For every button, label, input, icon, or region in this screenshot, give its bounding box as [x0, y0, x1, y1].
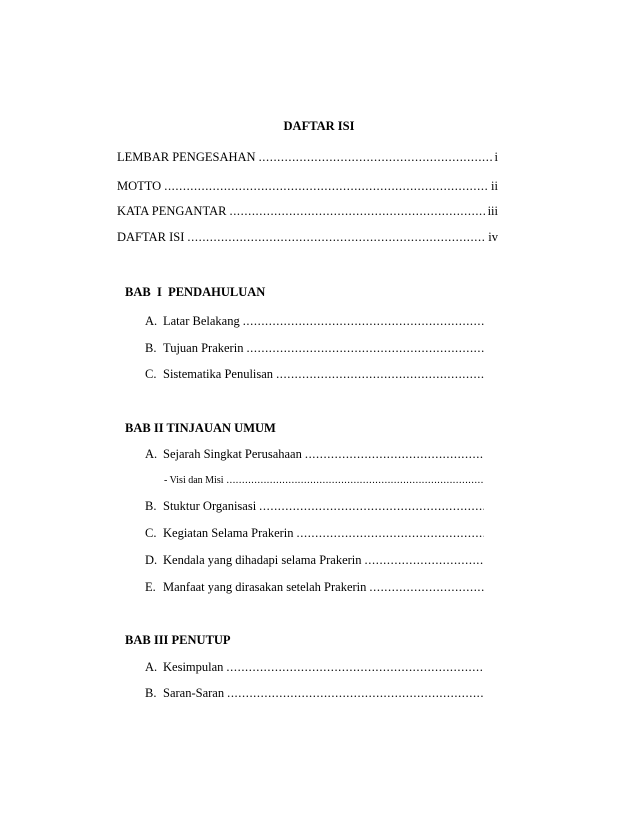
dot-leader	[246, 340, 484, 356]
document-title: DAFTAR ISI	[283, 119, 355, 133]
item-letter: B.	[145, 499, 157, 513]
toc-entry-sejarah-singkat	[145, 446, 487, 462]
dot-leader	[164, 178, 488, 194]
dot-leader	[187, 229, 485, 245]
chapter-heading-bab-1: BAB I PENDAHULUAN	[125, 285, 266, 299]
dot-leader	[259, 498, 484, 514]
toc-entry-motto	[117, 178, 498, 194]
dot-leader	[305, 446, 484, 462]
dot-leader	[365, 552, 484, 568]
toc-entry-label: - Visi dan Misi	[164, 475, 224, 486]
item-letter: D.	[145, 553, 158, 567]
item-letter: C.	[145, 367, 157, 381]
dot-leader	[259, 149, 492, 165]
dot-leader	[227, 473, 485, 489]
item-letter: A.	[145, 447, 158, 461]
toc-entry-label: Stuktur Organisasi	[163, 499, 257, 513]
toc-entry-label: Latar Belakang	[163, 314, 240, 328]
dot-leader	[243, 313, 484, 329]
dot-leader	[229, 203, 484, 219]
dot-leader	[276, 366, 484, 382]
toc-entry-label: Sejarah Singkat Perusahaan	[163, 447, 302, 461]
toc-entry-lembar-pengesahan	[117, 149, 498, 165]
dot-leader	[369, 579, 484, 595]
dot-leader	[297, 525, 484, 541]
toc-entry-kata-pengantar	[117, 203, 498, 219]
toc-entry-label: LEMBAR PENGESAHAN	[117, 150, 256, 164]
toc-entry-stuktur-organisasi	[145, 498, 487, 514]
item-letter: E.	[145, 580, 156, 594]
toc-entry-page: iv	[488, 230, 498, 244]
toc-entry-label: Tujuan Prakerin	[163, 341, 244, 355]
item-letter: A.	[145, 314, 158, 328]
toc-entry-kendala-prakerin	[145, 552, 487, 568]
toc-entry-visi-misi	[164, 473, 487, 489]
toc-entry-label: MOTTO	[117, 179, 162, 193]
chapter-heading-bab-3: BAB III PENUTUP	[125, 633, 231, 647]
toc-entry-tujuan-prakerin	[145, 340, 487, 356]
toc-entry-sistematika-penulisan	[145, 366, 487, 382]
toc-entry-manfaat-prakerin	[145, 579, 487, 595]
toc-entry-label: Sistematika Penulisan	[163, 367, 274, 381]
toc-entry-kesimpulan	[145, 659, 487, 675]
toc-entry-kegiatan-prakerin	[145, 525, 487, 541]
toc-entry-daftar-isi	[117, 229, 498, 245]
chapter-heading-bab-2: BAB II TINJAUAN UMUM	[125, 421, 276, 435]
toc-entry-latar-belakang	[145, 313, 487, 329]
toc-entry-label: KATA PENGANTAR	[117, 204, 227, 218]
item-letter: A.	[145, 660, 158, 674]
toc-entry-label: Kesimpulan	[163, 660, 224, 674]
toc-entry-page: ii	[491, 179, 498, 193]
toc-entry-saran-saran	[145, 685, 487, 701]
toc-entry-page: i	[494, 150, 498, 164]
toc-entry-label: Kendala yang dihadapi selama Prakerin	[163, 553, 362, 567]
item-letter: B.	[145, 341, 157, 355]
toc-entry-label: Kegiatan Selama Prakerin	[163, 526, 294, 540]
dot-leader	[227, 685, 484, 701]
toc-entry-page: iii	[487, 204, 498, 218]
toc-entry-label: Manfaat yang dirasakan setelah Prakerin	[163, 580, 367, 594]
toc-entry-label: Saran-Saran	[163, 686, 225, 700]
dot-leader	[226, 659, 484, 675]
toc-entry-label: DAFTAR ISI	[117, 230, 185, 244]
item-letter: B.	[145, 686, 157, 700]
item-letter: C.	[145, 526, 157, 540]
